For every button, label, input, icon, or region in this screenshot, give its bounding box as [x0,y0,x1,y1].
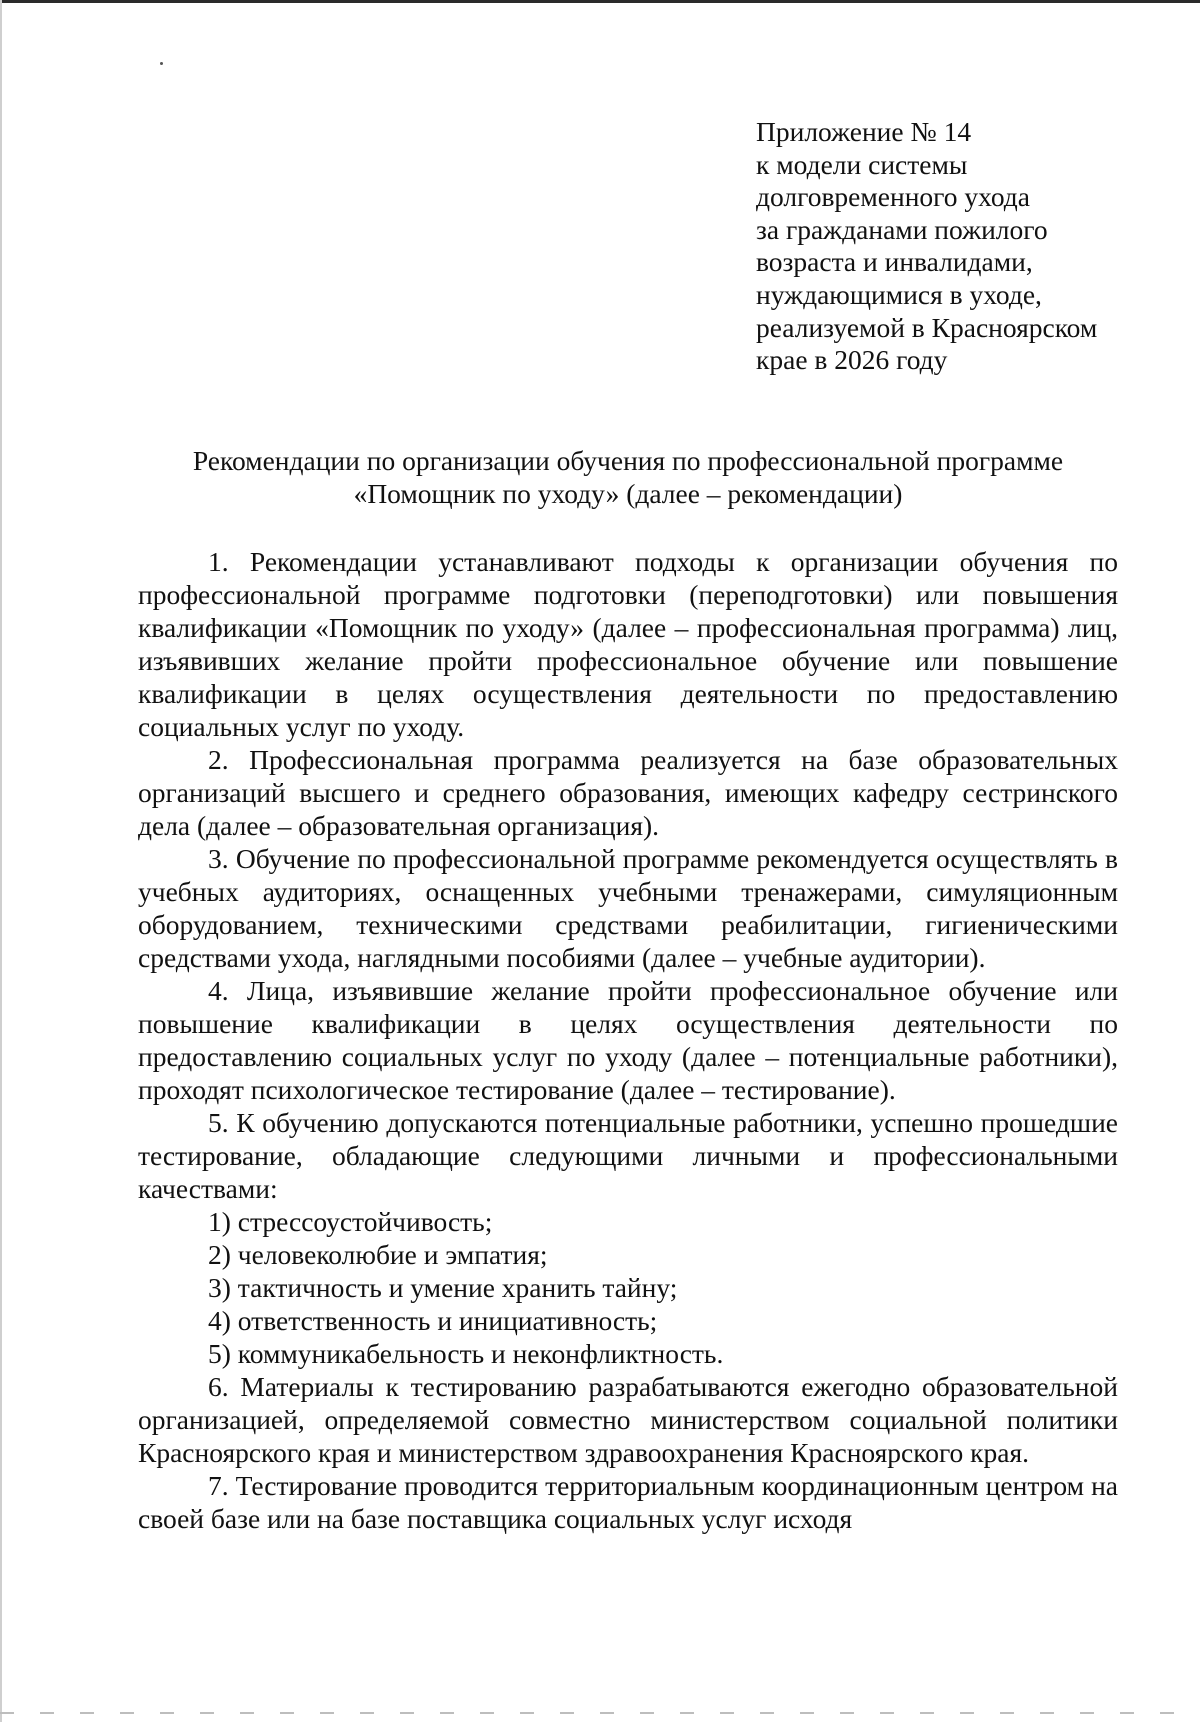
appendix-line: долговременного ухода [756,181,1031,213]
list-item: 5) коммуникабельность и неконфликтность. [208,1338,724,1369]
scan-edge-left [0,0,2,1722]
document-body [138,545,1118,1535]
appendix-line: Приложение № 14 [756,116,972,147]
appendix-line: крае в 2026 году [756,344,948,376]
scan-edge-bottom [0,1712,1200,1714]
scan-edge-top [0,0,1200,3]
title-line-2: «Помощник по уходу» (далее – рекомендации) [353,478,903,509]
list-item: 4) ответственность и инициативность; [208,1305,658,1336]
scan-speck [160,62,163,65]
appendix-line: за гражданами пожилого [756,213,1048,245]
paragraph-6: 6. Материалы к тестированию разрабатываются ежегодно образовательной организацией, определяемой совместно министерством социальной политики Красноярского края и министерством здравоохранения Красноярского края. [138,1371,1118,1468]
appendix-line: возраста и инвалидами, [756,246,1033,278]
paragraph-2: 2. Профессиональная программа реализуется на базе образовательных организаций высшего и среднего образования, имеющих кафедру сестринского дела (далее – образовательная организация). [138,744,1118,841]
document-title [138,444,1118,510]
paragraph-5: 5. К обучению допускаются потенциальные работники, успешно прошедшие тестирование, обладающие следующими личными и профессиональными качествами: [138,1107,1118,1204]
appendix-line: к модели системы [756,148,968,180]
appendix-line: реализуемой в Красноярском [756,311,1098,343]
title-line-1: Рекомендации по организации обучения по профессиональной программе [192,445,1064,476]
list-item: 2) человеколюбие и эмпатия; [208,1239,548,1270]
paragraph-3: 3. Обучение по профессиональной программе рекомендуется осуществлять в учебных аудиториях, оснащенных учебными тренажерами, симуляционным оборудованием, техническими средствами реабилитации, гигиеническими средствами ухода, наглядными пособиями (далее – учебные аудитории). [138,843,1118,973]
appendix-line: нуждающимися в уходе, [756,278,1042,310]
appendix-heading [756,116,1176,377]
paragraph-7: 7. Тестирование проводится территориальным координационным центром на своей базе или на базе поставщика социальных услуг исходя [138,1470,1118,1534]
paragraph-1: 1. Рекомендации устанавливают подходы к организации обучения по профессиональной программе подготовки (переподготовки) или повышения квалификации «Помощник по уходу» (далее – профессиональная программа) лиц, изъявивших желание пройти профессиональное обучение или повышение квалификации в целях осуществления деятельности по предоставлению социальных услуг по уходу. [138,546,1118,742]
list-item: 3) тактичность и умение хранить тайну; [208,1272,678,1303]
list-item: 1) стрессоустойчивость; [208,1206,493,1237]
paragraph-4: 4. Лица, изъявившие желание пройти профессиональное обучение или повышение квалификации в целях осуществления деятельности по предоставлению социальных услуг по уходу (далее – потенциальные работники), проходят психологическое тестирование (далее – тестирование). [138,975,1118,1105]
